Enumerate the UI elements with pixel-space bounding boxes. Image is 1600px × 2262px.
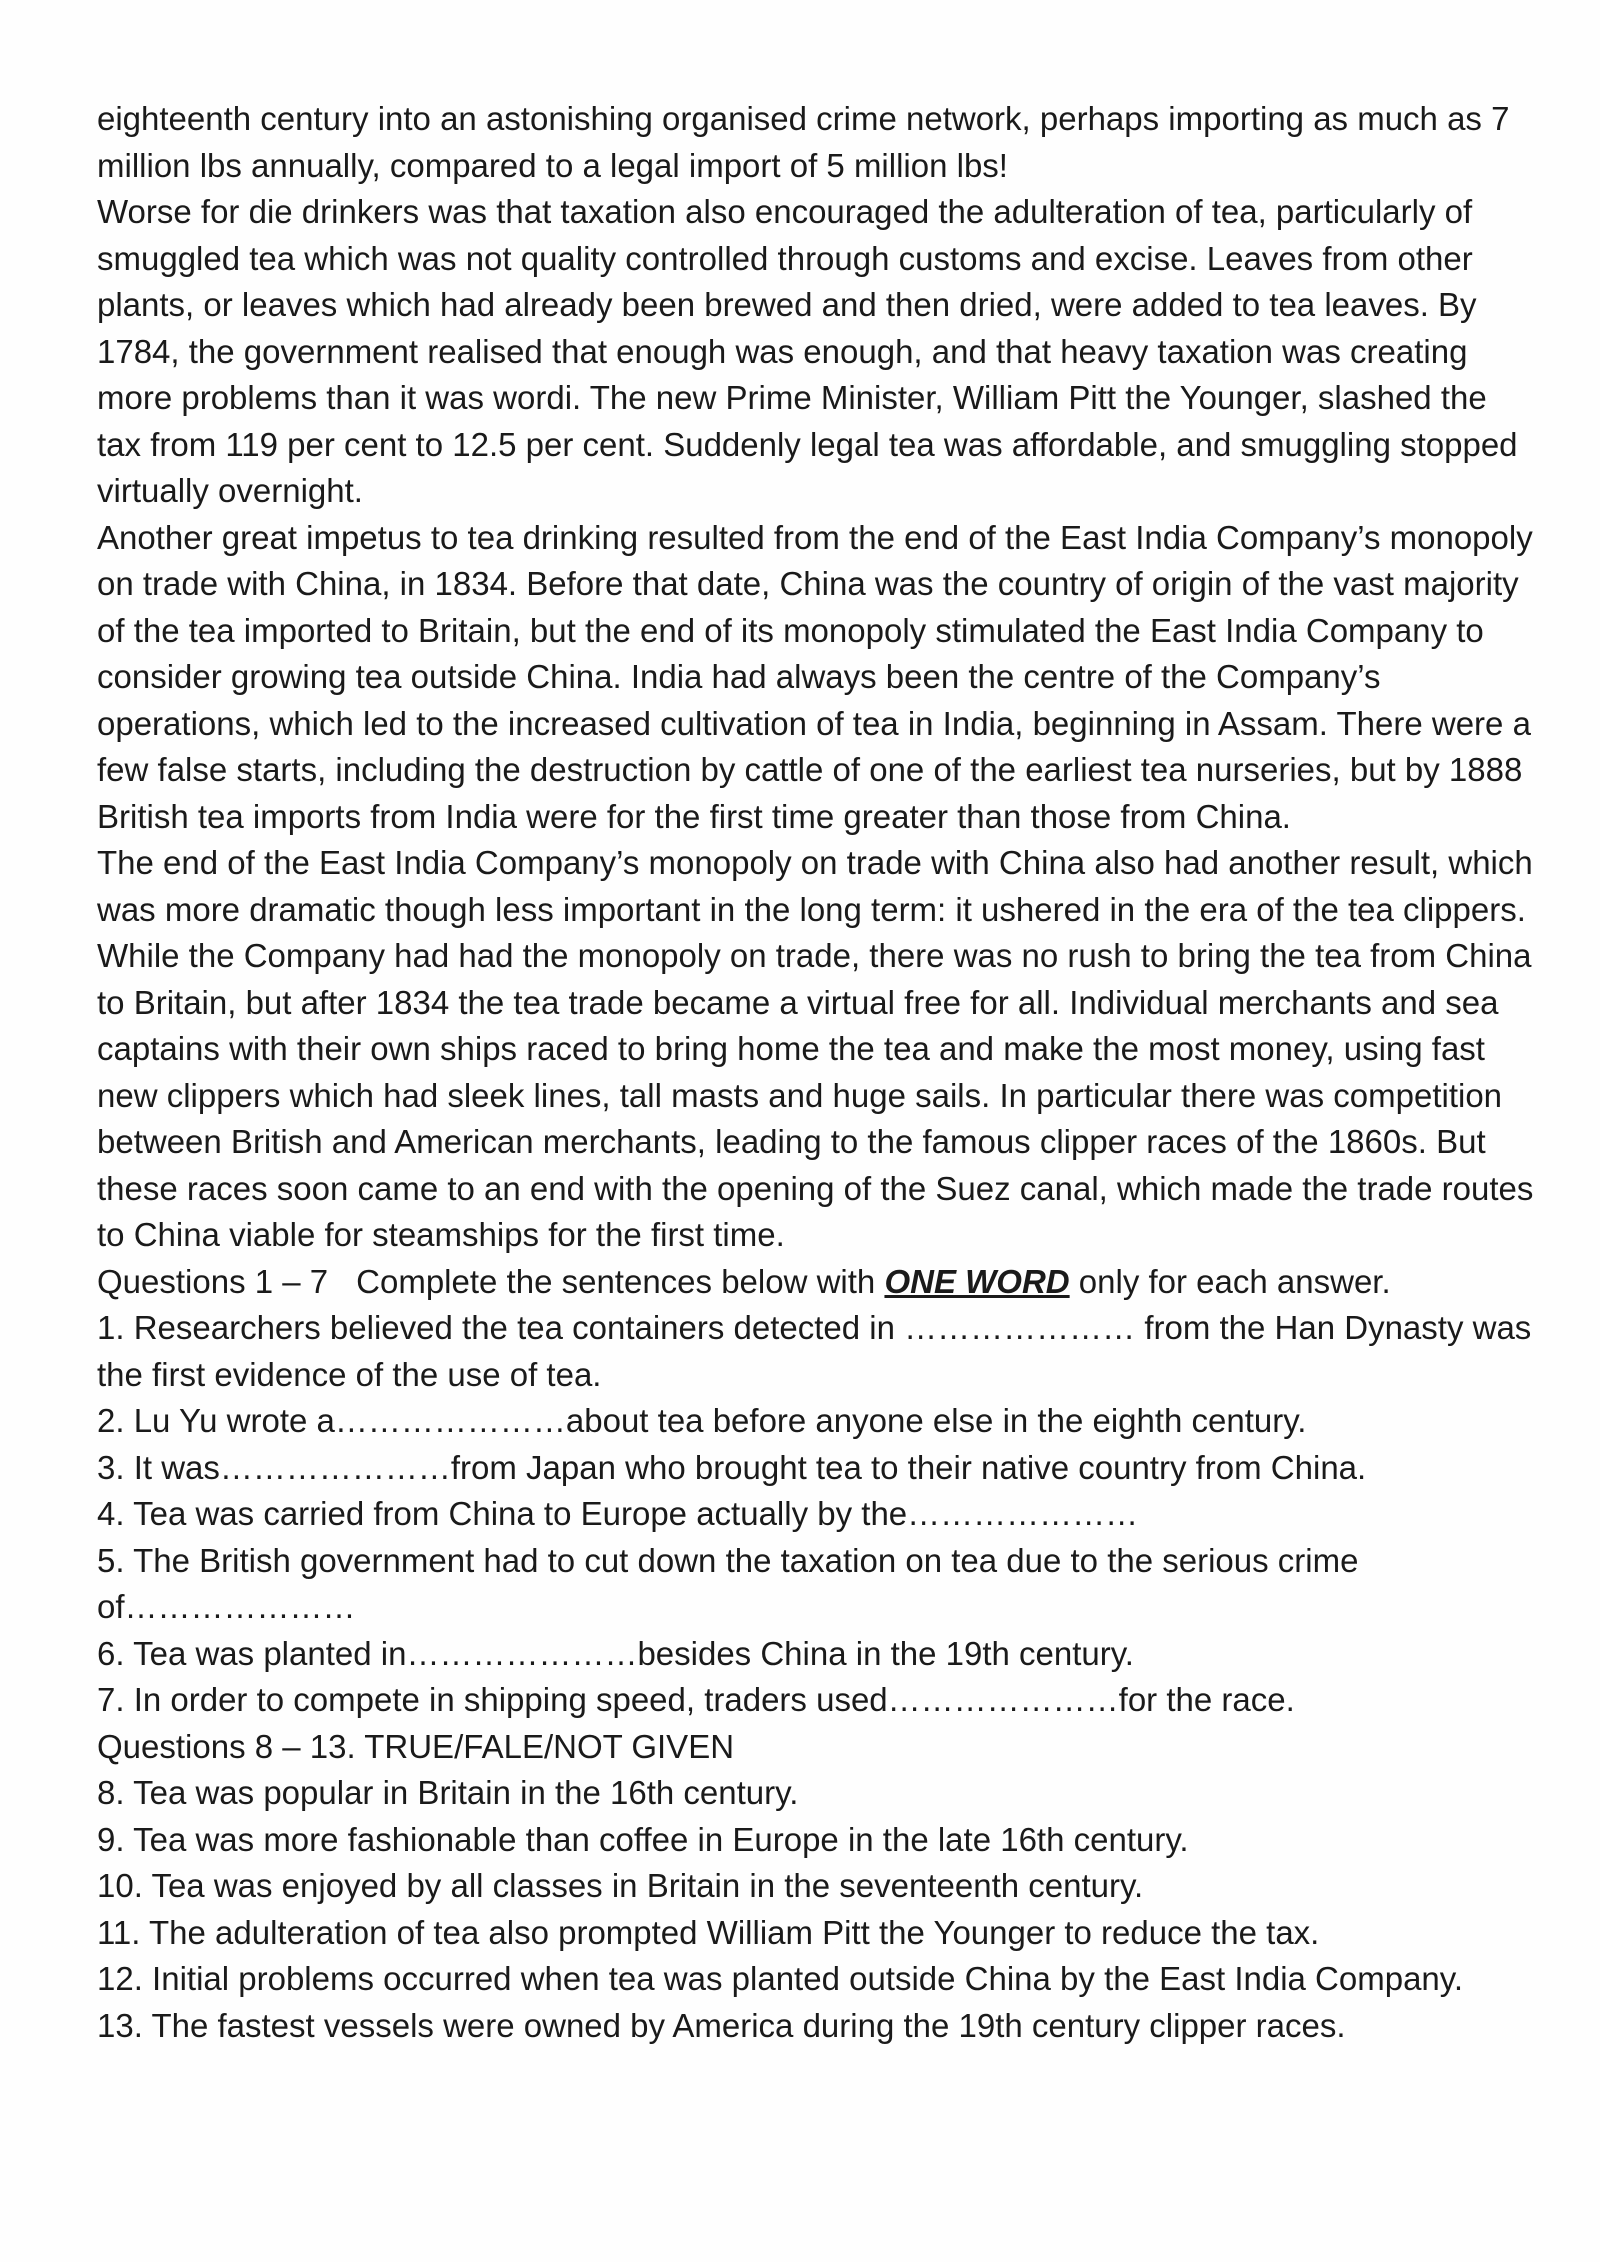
document-body bbox=[97, 96, 1537, 2049]
passage-paragraph: Another great impetus to tea drinking resulted from the end of the East India Company’s monopoly on trade with China, in 1834. Before that date, China was the country of origin of the vast majority of the tea imported to Britain, but the end of its monopoly stimulated the East India Company to consider growing tea outside China. India had always been the centre of the Company’s operations, which led to the increased cultivation of tea in India, beginning in Assam. There were a few false starts, including the destruction by cattle of one of the earliest tea nurseries, but by 1888 British tea imports from India were for the first time greater than those from China. bbox=[97, 518, 1533, 835]
question-item: 7. In order to compete in shipping speed, traders used…………………for the race. bbox=[97, 1681, 1295, 1718]
passage-paragraph: eighteenth century into an astonishing organised crime network, perhaps importing as much as 7 million lbs annually, compared to a legal import of 5 million lbs! bbox=[97, 100, 1510, 184]
question-item: 1. Researchers believed the tea containers detected in ………………… from the Han Dynasty was the first evidence of the use of tea. bbox=[97, 1309, 1532, 1393]
passage-paragraph: Worse for die drinkers was that taxation also encouraged the adulteration of tea, particularly of smuggled tea which was not quality controlled through customs and excise. Leaves from other plants, or leaves which had already been brewed and then dried, were added to tea leaves. By 1784, the government realised that enough was enough, and that heavy taxation was creating more problems than it was wordi. The new Prime Minister, William Pitt the Younger, slashed the tax from 119 per cent to 12.5 per cent. Suddenly legal tea was affordable, and smuggling stopped virtually overnight. bbox=[97, 193, 1518, 509]
instruction-text-before: Complete the sentences below with bbox=[356, 1262, 885, 1300]
instruction-keyword: ONE WORD bbox=[884, 1262, 1070, 1300]
question-item: 2. Lu Yu wrote a…………………about tea before anyone else in the eighth century. bbox=[97, 1402, 1307, 1439]
question-item: 3. It was…………………from Japan who brought tea to their native country from China. bbox=[97, 1448, 1367, 1486]
question-item: 9. Tea was more fashionable than coffee in Europe in the late 16th century. bbox=[97, 1820, 1189, 1858]
questions-1-7-heading bbox=[97, 1259, 1537, 1306]
question-item: 12. Initial problems occurred when tea was planted outside China by the East India Company. bbox=[97, 1960, 1464, 1997]
question-item: 6. Tea was planted in…………………besides China in the 19th century. bbox=[97, 1634, 1134, 1672]
question-item: 11. The adulteration of tea also prompted William Pitt the Younger to reduce the tax. bbox=[97, 1913, 1320, 1951]
question-item: 13. The fastest vessels were owned by America during the 19th century clipper races. bbox=[97, 2006, 1346, 2044]
instruction-text-after: only for each answer. bbox=[1069, 1262, 1391, 1300]
question-item: 5. The British government had to cut down the taxation on tea due to the serious crime of………………… bbox=[97, 1541, 1359, 1625]
passage-paragraph: The end of the East India Company’s monopoly on trade with China also had another result, which was more dramatic though less important in the long term: it ushered in the era of the tea clippers. While the Company had had the monopoly on trade, there was no rush to bring the tea from China to Britain, but after 1834 the tea trade became a virtual free for all. Individual merchants and sea captains with their own ships raced to bring home the tea and make the most money, using fast new clippers which had sleek lines, tall masts and huge sails. In particular there was competition between British and American merchants, leading to the famous clipper races of the 1860s. But these races soon came to an end with the opening of the Suez canal, which made the trade routes to China viable for steamships for the first time. bbox=[97, 844, 1534, 1253]
questions-8-13-heading: Questions 8 – 13. TRUE/FALE/NOT GIVEN bbox=[97, 1727, 735, 1765]
question-item: 8. Tea was popular in Britain in the 16th century. bbox=[97, 1774, 799, 1811]
question-item: 10. Tea was enjoyed by all classes in Britain in the seventeenth century. bbox=[97, 1867, 1144, 1904]
questions-1-7-range: Questions 1 – 7 bbox=[97, 1262, 329, 1300]
question-item: 4. Tea was carried from China to Europe actually by the………………… bbox=[97, 1495, 1139, 1532]
